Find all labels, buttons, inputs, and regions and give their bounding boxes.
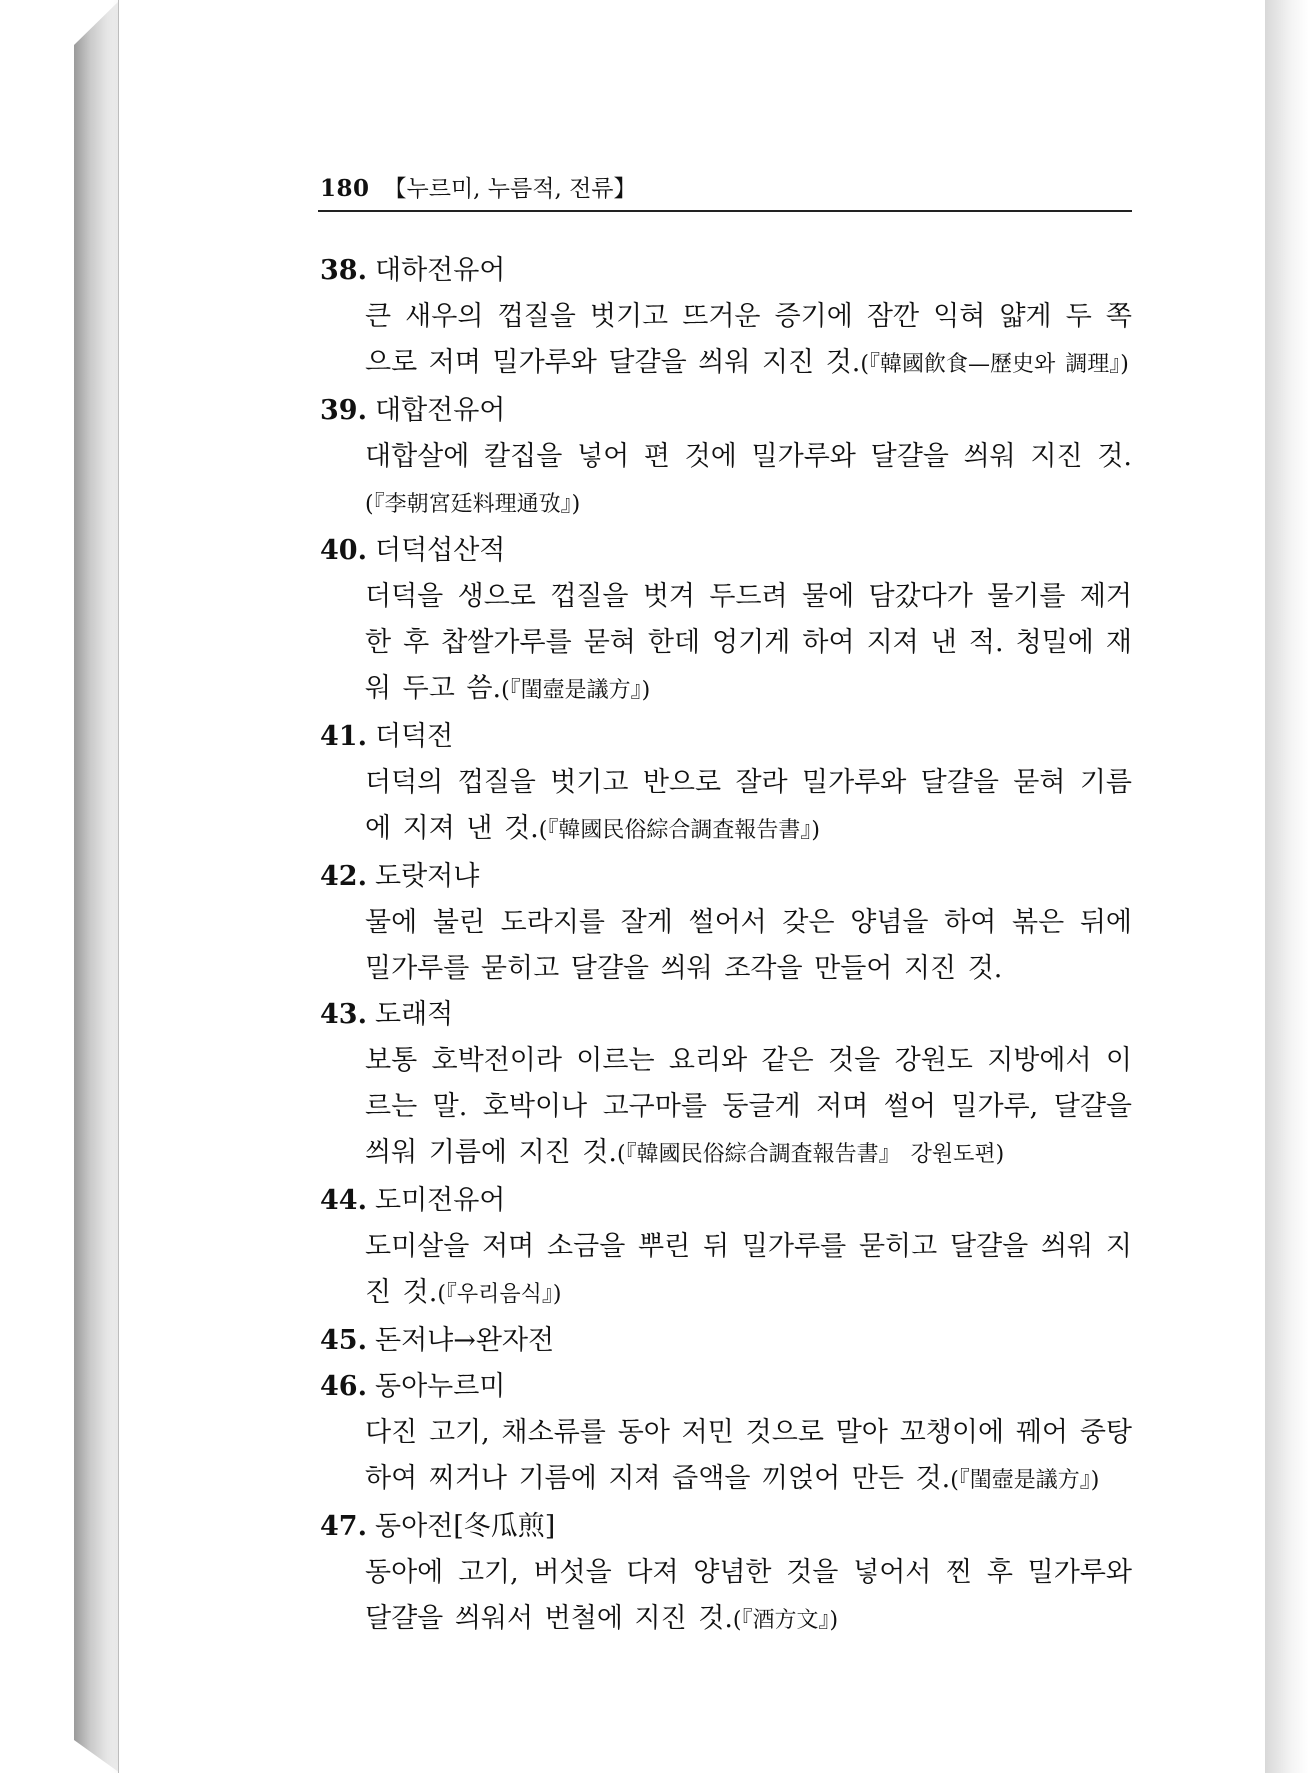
entry-38 — [320, 248, 1132, 388]
entry-definition — [365, 900, 1132, 992]
entry-definition — [365, 1550, 1132, 1644]
entry-number: 43. — [320, 999, 367, 1030]
entry-title — [320, 528, 1132, 574]
source-citation: (『우리음식』) — [437, 1282, 562, 1307]
definition-text: 대합살에 칼집을 넣어 편 것에 밀가루와 달걀을 씌워 지진 것. — [365, 441, 1132, 472]
entry-term: 동아누르미 — [374, 1371, 506, 1402]
entry-definition — [365, 1224, 1132, 1318]
entry-definition — [365, 574, 1132, 714]
entry-title — [320, 1318, 1132, 1364]
entry-term: 도미전유어 — [374, 1185, 506, 1216]
entry-number: 47. — [320, 1511, 367, 1542]
entry-term: 도래적 — [374, 999, 454, 1030]
entry-term: 도랏저냐 — [374, 861, 480, 892]
entry-term: 돈저냐→완자전 — [374, 1325, 555, 1356]
definition-text: 동아에 고기, 버섯을 다져 양념한 것을 넣어서 찐 후 밀가루와 달걀을 씌워서 번철에 지진 것. — [365, 1557, 1132, 1634]
entry-title — [320, 1178, 1132, 1224]
entry-43 — [320, 992, 1132, 1178]
source-citation: (『韓國民俗綜合調査報告書』) — [538, 818, 820, 843]
entry-number: 45. — [320, 1325, 367, 1356]
definition-text: 물에 불린 도라지를 잘게 썰어서 갖은 양념을 하여 볶은 뒤에 밀가루를 묻히고 달걀을 씌워 조각을 만들어 지진 것. — [365, 907, 1132, 984]
source-citation: (『閨壼是議方』) — [501, 678, 651, 703]
entry-title — [320, 1364, 1132, 1410]
entry-term: 대하전유어 — [374, 255, 506, 286]
source-citation: (『閨壼是議方』) — [950, 1468, 1100, 1493]
source-citation: (『酒方文』) — [732, 1608, 839, 1633]
entry-number: 39. — [320, 395, 367, 426]
entry-46 — [320, 1364, 1132, 1504]
running-header — [320, 170, 1130, 203]
definition-text: 더덕을 생으로 껍질을 벗겨 두드려 물에 담갔다가 물기를 제거한 후 찹쌀가루를 묻혀 한데 엉기게 하여 지져 낸 적. 청밀에 재워 두고 씀. — [365, 581, 1132, 704]
source-citation: (『李朝宮廷料理通攷』) — [365, 492, 581, 517]
entry-47 — [320, 1504, 1132, 1644]
entry-number: 42. — [320, 861, 367, 892]
source-citation: (『韓國飮食—歷史와 調理』) — [860, 352, 1129, 377]
book-spine — [74, 0, 120, 1773]
definition-text: 더덕의 껍질을 벗기고 반으로 잘라 밀가루와 달걀을 묻혀 기름에 지져 낸 것. — [365, 767, 1132, 844]
definition-text: 큰 새우의 껍질을 벗기고 뜨거운 증기에 잠깐 익혀 얇게 두 쪽으로 저며 밀가루와 달걀을 씌워 지진 것. — [365, 301, 1132, 378]
entry-list — [320, 248, 1132, 1644]
page-edge-shadow — [1265, 0, 1309, 1773]
entry-40 — [320, 528, 1132, 714]
entry-title — [320, 992, 1132, 1038]
entry-number: 44. — [320, 1185, 367, 1216]
entry-title — [320, 388, 1132, 434]
definition-text: 도미살을 저며 소금을 뿌린 뒤 밀가루를 묻히고 달걀을 씌워 지진 것. — [365, 1231, 1132, 1308]
running-header-title: 【누르미, 누름적, 전류】 — [383, 176, 637, 202]
entry-44 — [320, 1178, 1132, 1318]
entry-title — [320, 714, 1132, 760]
entry-42 — [320, 854, 1132, 992]
entry-term: 대합전유어 — [374, 395, 506, 426]
entry-definition — [365, 1410, 1132, 1504]
entry-term: 더덕섭산적 — [374, 535, 506, 566]
definition-text: 보통 호박전이라 이르는 요리와 같은 것을 강원도 지방에서 이르는 말. 호박이나 고구마를 둥글게 저며 썰어 밀가루, 달걀을 씌워 기름에 지진 것. — [365, 1045, 1132, 1168]
entry-number: 38. — [320, 255, 367, 286]
entry-definition — [365, 434, 1132, 528]
entry-39 — [320, 388, 1132, 528]
entry-number: 46. — [320, 1371, 367, 1402]
source-citation: (『韓國民俗綜合調査報告書』 강원도편) — [617, 1142, 1005, 1167]
entry-number: 41. — [320, 721, 367, 752]
entry-number: 40. — [320, 535, 367, 566]
entry-title — [320, 854, 1132, 900]
page-number: 180 — [320, 175, 370, 202]
entry-definition — [365, 760, 1132, 854]
entry-45 — [320, 1318, 1132, 1364]
entry-term: 동아전[冬瓜煎] — [374, 1511, 556, 1542]
entry-41 — [320, 714, 1132, 854]
entry-title — [320, 248, 1132, 294]
entry-title — [320, 1504, 1132, 1550]
entry-definition — [365, 294, 1132, 388]
header-rule — [318, 210, 1132, 212]
entry-definition — [365, 1038, 1132, 1178]
definition-text: 다진 고기, 채소류를 동아 저민 것으로 말아 꼬챙이에 꿰어 중탕하여 찌거나 기름에 지져 즙액을 끼얹어 만든 것. — [365, 1417, 1132, 1494]
entry-term: 더덕전 — [374, 721, 454, 752]
